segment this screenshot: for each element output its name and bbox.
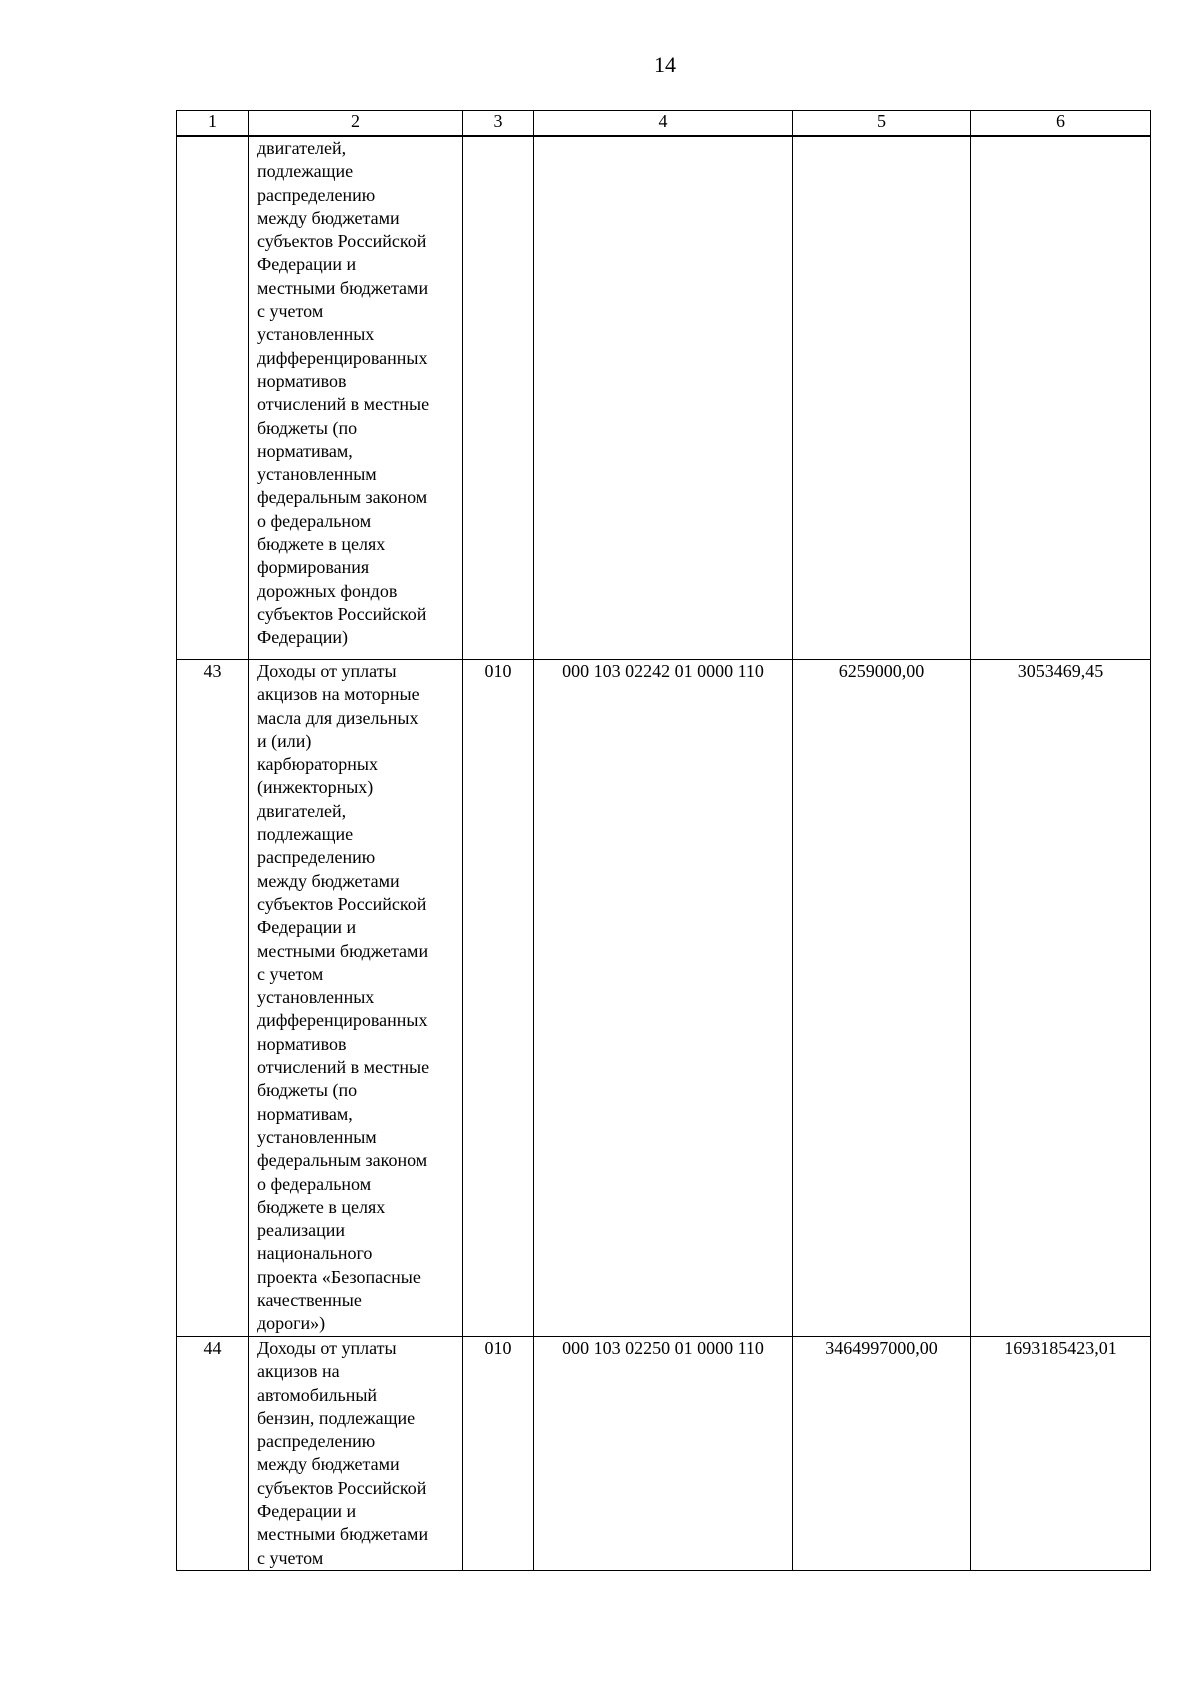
- description-line: проекта «Безопасные: [257, 1266, 421, 1287]
- row-kbk-code-cell: 000 103 02242 01 0000 110: [534, 660, 793, 1337]
- header-col-3: 3: [463, 111, 534, 137]
- description-line: масла для дизельных: [257, 707, 419, 728]
- description-line: федеральным законом: [257, 1150, 428, 1171]
- description-line: Федерации и: [257, 254, 357, 275]
- row-description-cell: [249, 660, 463, 1337]
- header-col-6: 6: [971, 111, 1151, 137]
- description-line: отчислений в местные: [257, 394, 430, 415]
- row-executed-cell: 3053469,45: [971, 660, 1151, 1337]
- description-line: федеральным законом: [257, 487, 428, 508]
- description-line: распределению: [257, 847, 376, 868]
- table-row-43: [177, 660, 1151, 1337]
- description-line: Федерации и: [257, 917, 357, 938]
- header-col-2: 2: [249, 111, 463, 137]
- description-line: отчислений в местные: [257, 1057, 430, 1078]
- description-line: нормативам,: [257, 1103, 353, 1124]
- row-approved-cell: [793, 136, 971, 660]
- table-row-continuation: [177, 136, 1151, 660]
- description-line: между бюджетами: [257, 870, 400, 891]
- description-line: дороги»): [257, 1313, 326, 1334]
- description-line: бензин, подлежащие: [257, 1407, 416, 1428]
- row-kbk-code-cell: [534, 136, 793, 660]
- description-line: между бюджетами: [257, 1454, 400, 1475]
- row-number-cell: 44: [177, 1337, 249, 1571]
- description-line: о федеральном: [257, 510, 372, 531]
- description-line: автомобильный: [257, 1384, 378, 1405]
- row-executed-cell: [971, 136, 1151, 660]
- row-executed-cell: 1693185423,01: [971, 1337, 1151, 1571]
- description-line: подлежащие: [257, 161, 354, 182]
- description-line: формирования: [257, 557, 370, 578]
- description-line: местными бюджетами: [257, 940, 429, 961]
- description-line: национального: [257, 1243, 373, 1264]
- description-line: субъектов Российской: [257, 231, 427, 252]
- header-col-4: 4: [534, 111, 793, 137]
- description-line: о федеральном: [257, 1173, 372, 1194]
- row-admin-code-cell: 010: [463, 1337, 534, 1571]
- header-col-1: 1: [177, 111, 249, 137]
- description-line: между бюджетами: [257, 207, 400, 228]
- description-line: субъектов Российской: [257, 1477, 427, 1498]
- description-line: и (или): [257, 730, 312, 751]
- description-line: местными бюджетами: [257, 1524, 429, 1545]
- description-line: с учетом: [257, 1547, 324, 1568]
- description-line: с учетом: [257, 963, 324, 984]
- description-line: Федерации и: [257, 1501, 357, 1522]
- description-line: нормативам,: [257, 440, 353, 461]
- description-line: реализации: [257, 1220, 345, 1241]
- page-number: 14: [654, 52, 676, 77]
- description-line: Федерации): [257, 627, 349, 648]
- description-line: распределению: [257, 1431, 376, 1452]
- row-admin-code-cell: [463, 136, 534, 660]
- description-line: Доходы от уплаты: [257, 1338, 397, 1358]
- row-approved-cell: 6259000,00: [793, 660, 971, 1337]
- row-description-cell: [249, 1337, 463, 1571]
- description-line: акцизов на моторные: [257, 684, 420, 705]
- description-line: бюджете в целях: [257, 1196, 386, 1217]
- description-line: дифференцированных: [257, 347, 428, 368]
- description-line: распределению: [257, 184, 376, 205]
- description-line: акцизов на: [257, 1361, 340, 1382]
- description-line: нормативов: [257, 370, 347, 391]
- row-admin-code-cell: 010: [463, 660, 534, 1337]
- description-line: карбюраторных: [257, 754, 378, 775]
- description-line: дорожных фондов: [257, 580, 398, 601]
- description-line: установленных: [257, 987, 375, 1008]
- description-line: субъектов Российской: [257, 603, 427, 624]
- description-line: двигателей,: [257, 800, 347, 821]
- description-line: Доходы от уплаты: [257, 661, 397, 681]
- description-line: с учетом: [257, 301, 324, 322]
- description-line: местными бюджетами: [257, 277, 429, 298]
- row-number-cell: [177, 136, 249, 660]
- table-row-44: [177, 1337, 1151, 1571]
- description-line: бюджеты (по: [257, 1080, 358, 1101]
- description-line: нормативов: [257, 1033, 347, 1054]
- header-col-5: 5: [793, 111, 971, 137]
- row-number-cell: 43: [177, 660, 249, 1337]
- table-header: [177, 111, 1151, 137]
- row-description-cell: [249, 136, 463, 660]
- description-line: подлежащие: [257, 824, 354, 845]
- description-line: установленных: [257, 324, 375, 345]
- description-line: двигателей,: [257, 138, 347, 158]
- description-line: качественные: [257, 1290, 362, 1311]
- description-line: бюджете в целях: [257, 534, 386, 555]
- description-line: (инжекторных): [257, 777, 374, 798]
- budget-table: [176, 110, 1151, 1571]
- description-line: бюджеты (по: [257, 417, 358, 438]
- row-approved-cell: 3464997000,00: [793, 1337, 971, 1571]
- row-kbk-code-cell: 000 103 02250 01 0000 110: [534, 1337, 793, 1571]
- description-line: субъектов Российской: [257, 893, 427, 914]
- description-line: дифференцированных: [257, 1010, 428, 1031]
- header-row: [177, 111, 1151, 137]
- description-line: установленным: [257, 1126, 377, 1147]
- description-line: установленным: [257, 464, 377, 485]
